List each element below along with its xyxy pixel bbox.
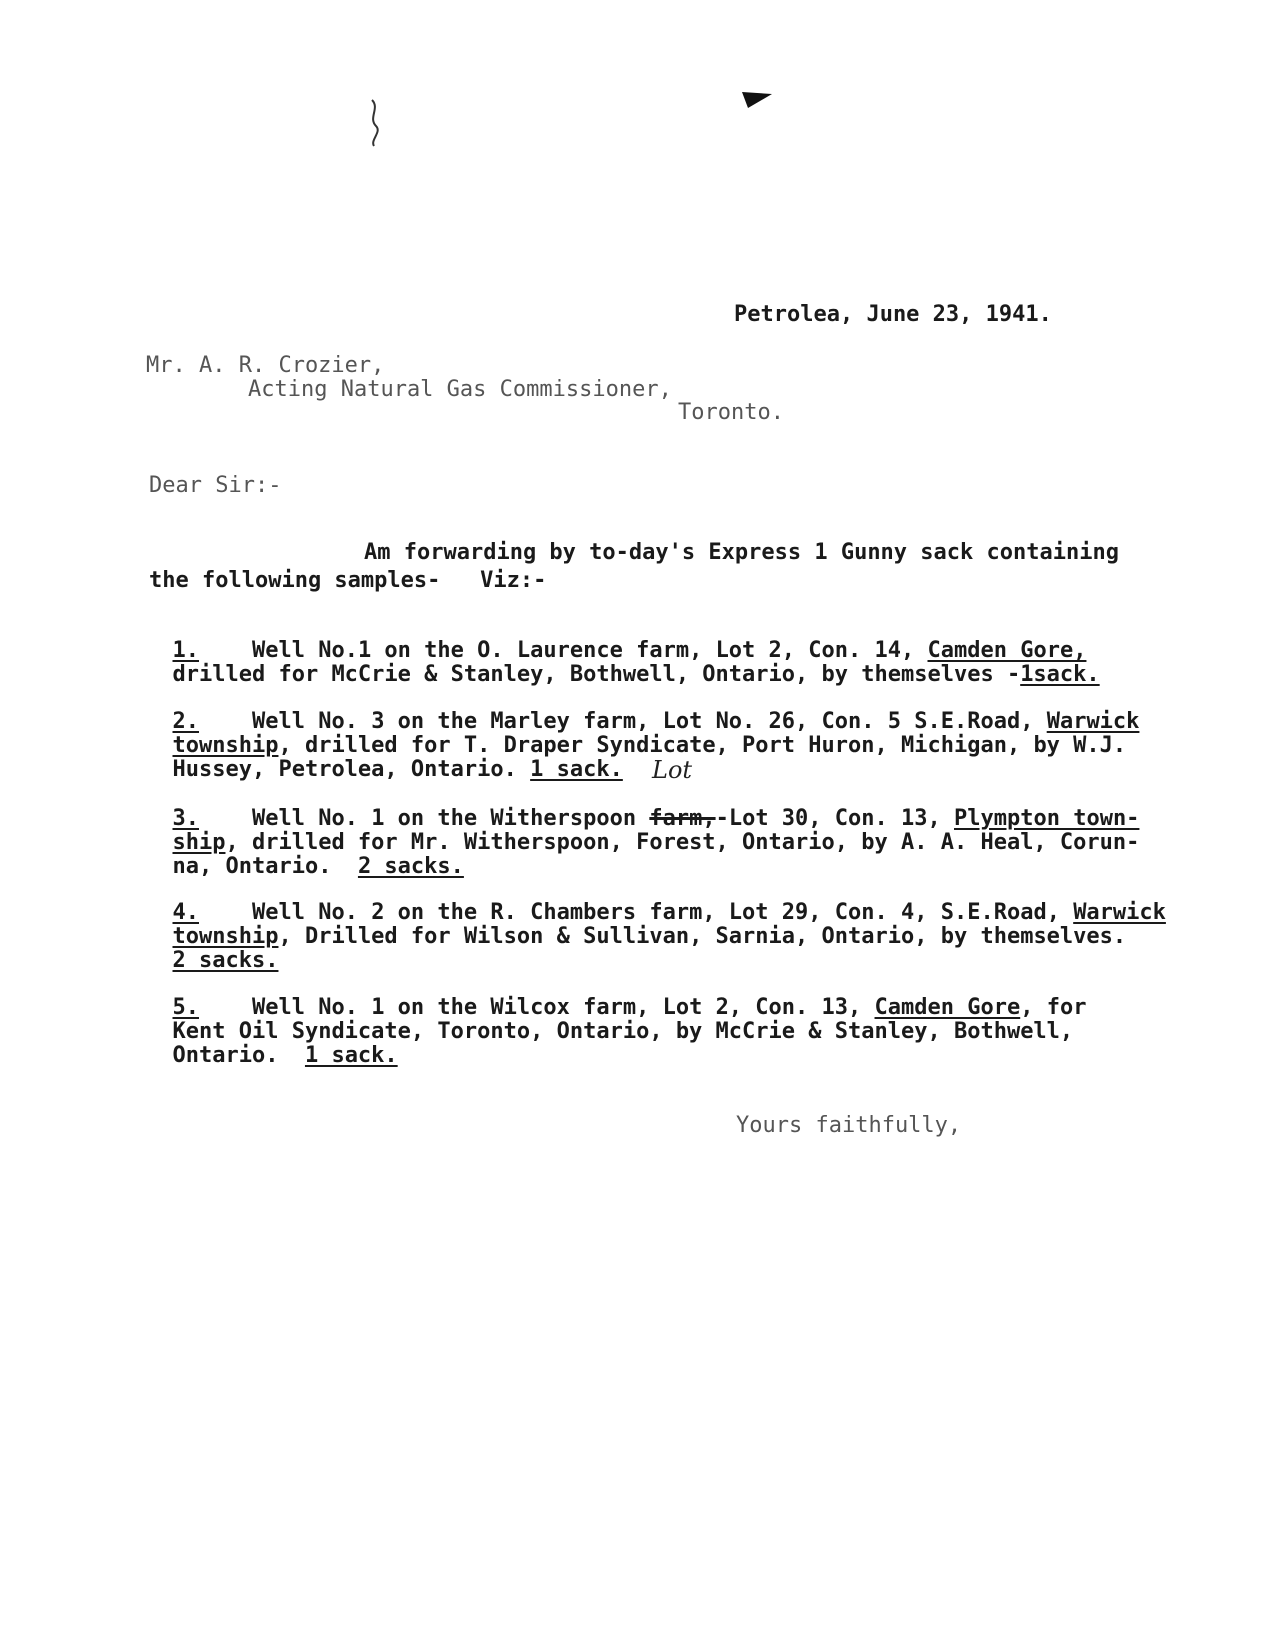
quantity: 2 sacks. [172,948,279,973]
item-5: 5. Well No. 1 on the Wilcox farm, Lot 2, Con. 13, Camden Gore, for [172,995,1087,1020]
item-2-line-3: Hussey, Petrolea, Ontario. 1 sack. [172,757,623,782]
item-3-line-2: ship, drilled for Mr. Witherspoon, Forest, Ontario, by A. A. Heal, Corun- [172,830,1140,855]
addressee-title: Acting Natural Gas Commissioner, [248,377,672,402]
quantity: 1 sack. [530,757,623,782]
intro-line-1: Am forwarding by to-day's Express 1 Gunny sack containing [364,540,1119,565]
handwritten-correction: Lot [652,756,693,784]
item-number: 5. [172,995,199,1020]
addressee-name: Mr. A. R. Crozier, [146,353,385,378]
salutation: Dear Sir:- [149,473,282,498]
struck-word: farm, [649,806,716,831]
item-4-line-3 [146,925,278,973]
place-name: township [172,733,279,758]
item-5-line-3: Ontario. 1 sack. [172,1043,398,1068]
place-name: Warwick [1046,709,1140,734]
bracket-mark [364,96,386,148]
closing: Yours faithfully, [736,1113,962,1138]
item-number: 1. [172,638,199,663]
place-name: Camden Gore [874,995,1021,1020]
place-name: Camden Gore, [927,638,1087,663]
quantity: 1sack. [1020,662,1100,687]
item-4: 4. Well No. 2 on the R. Chambers farm, Lot 29, Con. 4, S.E.Road, Warwick [172,900,1166,925]
place-name: township [172,924,279,949]
item-number: 2. [172,709,199,734]
item-5-line-2: Kent Oil Syndicate, Toronto, Ontario, by McCrie & Stanley, Bothwell, [172,1019,1074,1044]
item-number: 3. [172,806,199,831]
place-name: Plympton town- [954,806,1140,831]
item-4-line-2: township, Drilled for Wilson & Sullivan, Sarnia, Ontario, by themselves. [172,924,1127,949]
intro-line-2: the following samples- Viz:- [149,568,547,593]
item-3: 3. Well No. 1 on the Witherspoon farm,-Lot 30, Con. 13, Plympton town- [172,806,1140,831]
arrow-mark [740,86,776,112]
item-1: 1. Well No.1 on the O. Laurence farm, Lot 2, Con. 14, Camden Gore, [172,638,1087,663]
item-3-line-3: na, Ontario. 2 sacks. [172,854,464,879]
item-2: 2. Well No. 3 on the Marley farm, Lot No. 26, Con. 5 S.E.Road, Warwick [172,709,1140,734]
item-2-line-2: township, drilled for T. Draper Syndicate, Port Huron, Michigan, by W.J. [172,733,1127,758]
place-name: ship [172,830,226,855]
item-1-line-2: drilled for McCrie & Stanley, Bothwell, Ontario, by themselves -1sack. [172,662,1100,687]
place-date: Petrolea, June 23, 1941. [734,302,1052,327]
quantity: 1 sack. [304,1043,398,1068]
quantity: 2 sacks. [357,854,464,879]
item-number: 4. [172,900,199,925]
place-name: Warwick [1073,900,1166,925]
addressee-city: Toronto. [678,400,784,425]
